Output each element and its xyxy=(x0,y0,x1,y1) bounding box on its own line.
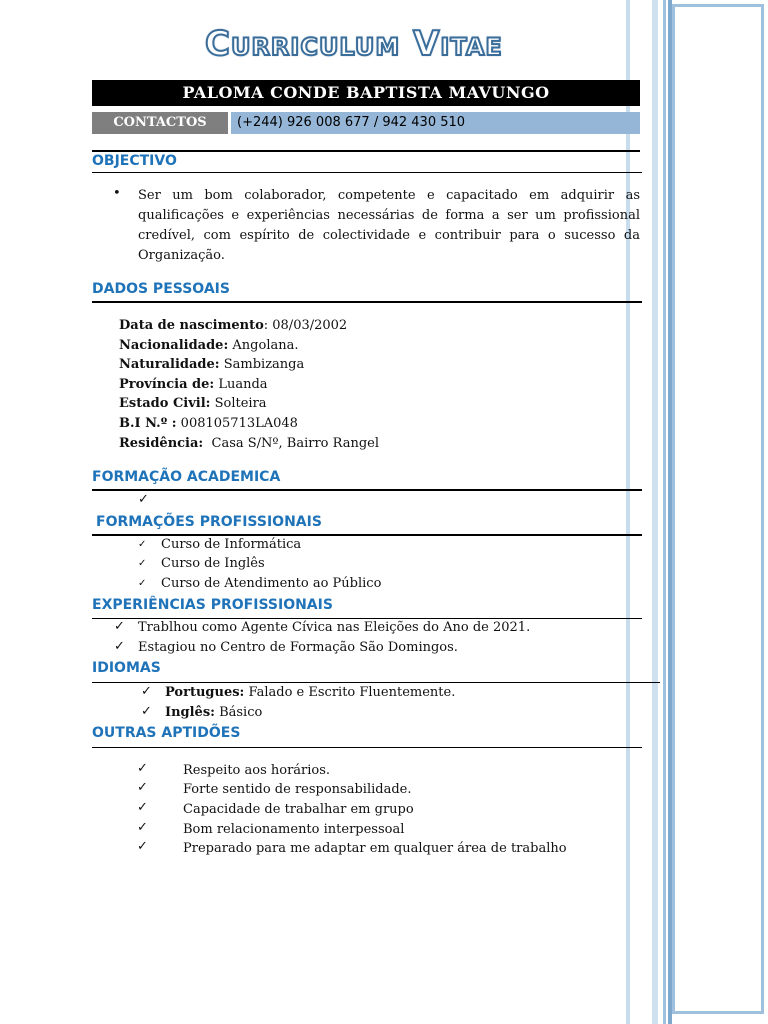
decor-stripe xyxy=(626,0,630,1024)
experience-item: Trablhou como Agente Cívica nas Eleições do Ano de 2021. xyxy=(138,620,531,635)
personal-row: Nacionalidade: Angolana. xyxy=(119,337,299,353)
skill-item: Bom relacionamento interpessoal xyxy=(183,822,405,837)
cv-title: Curriculum Vitae xyxy=(205,24,503,64)
check-icon: ✓ xyxy=(141,684,152,699)
personal-row: Data de nascimento: 08/03/2002 xyxy=(119,318,348,333)
section-divider xyxy=(92,747,642,748)
check-icon: ✓ xyxy=(141,704,152,719)
bullet-icon: • xyxy=(113,186,121,201)
training-item: Curso de Informática xyxy=(161,537,302,552)
check-icon: ✓ xyxy=(137,761,148,776)
check-icon: ✓ xyxy=(137,820,148,835)
decor-stripe xyxy=(652,0,658,1024)
section-divider xyxy=(92,618,642,619)
personal-title: DADOS PESSOAIS xyxy=(92,281,230,297)
candidate-name: PALOMA CONDE BAPTISTA MAVUNGO xyxy=(92,80,640,106)
section-divider xyxy=(92,150,640,152)
experience-title: EXPERIÊNCIAS PROFISSIONAIS xyxy=(92,597,333,613)
language-item: Portugues: Falado e Escrito Fluentemente. xyxy=(165,685,456,700)
check-icon: ✓ xyxy=(137,780,148,795)
skill-item: Preparado para me adaptar em qualquer área de trabalho xyxy=(183,841,567,856)
skill-item: Capacidade de trabalhar em grupo xyxy=(183,802,414,817)
training-item: Curso de Inglês xyxy=(161,556,265,571)
section-divider xyxy=(92,301,642,303)
personal-row: Naturalidade: Sambizanga xyxy=(119,357,305,373)
check-icon: ✓ xyxy=(137,839,148,854)
language-item: Inglês: Básico xyxy=(165,705,263,720)
section-divider xyxy=(92,682,660,683)
check-icon: ✓ xyxy=(138,578,147,589)
skill-item: Respeito aos horários. xyxy=(183,763,331,778)
objective-title: OBJECTIVO xyxy=(92,153,177,169)
personal-row: Província de: Luanda xyxy=(119,376,268,392)
contacts-value: (+244) 926 008 677 / 942 430 510 xyxy=(231,112,640,134)
personal-row: Residência: Casa S/Nº, Bairro Rangel xyxy=(119,435,380,451)
objective-text: Ser um bom colaborador, competente e capacitado em adquirir as qualificações e experiências necessárias de forma a ser um profissional credível, com espírito de colectividade e contribuir para o sucesso da Organização. xyxy=(138,188,640,263)
section-divider xyxy=(92,489,642,491)
languages-title: IDIOMAS xyxy=(92,660,161,676)
check-icon: ✓ xyxy=(114,639,125,654)
decor-stripe xyxy=(663,0,666,1024)
skill-item: Forte sentido de responsabilidade. xyxy=(183,782,412,797)
section-divider xyxy=(92,172,642,173)
personal-row: Estado Civil: Solteira xyxy=(119,396,267,412)
check-icon: ✓ xyxy=(138,558,147,569)
personal-row: B.I N.º : 008105713LA048 xyxy=(119,415,298,431)
check-icon: ✓ xyxy=(137,800,148,815)
check-icon: ✓ xyxy=(114,619,125,634)
check-icon: ✓ xyxy=(138,492,149,507)
personal-data xyxy=(119,316,379,453)
decor-side-panel xyxy=(672,4,764,1014)
contacts-label: CONTACTOS xyxy=(92,112,228,134)
check-icon: ✓ xyxy=(138,539,147,550)
skills-title: OUTRAS APTIDÕES xyxy=(92,725,241,741)
training-title: FORMAÇÕES PROFISSIONAIS xyxy=(96,514,322,530)
experience-item: Estagiou no Centro de Formação São Domingos. xyxy=(138,640,458,655)
training-item: Curso de Atendimento ao Público xyxy=(161,576,382,591)
section-divider xyxy=(92,534,642,536)
academic-title: FORMAÇÃO ACADEMICA xyxy=(92,469,281,485)
